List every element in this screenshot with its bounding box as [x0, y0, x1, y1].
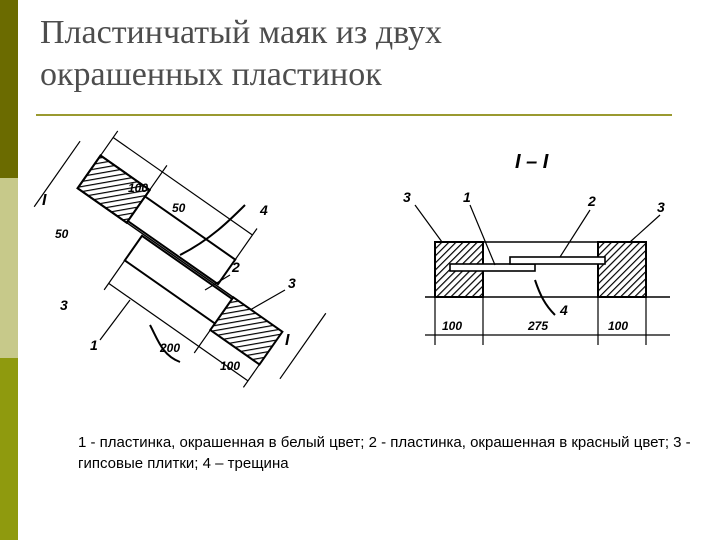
section-callout-3-left: 3 — [403, 189, 411, 205]
plan-dim-100-top: 100 — [128, 181, 149, 195]
plan-dim-100-bottom: 100 — [220, 359, 241, 373]
figure-caption: 1 - пластинка, окрашенная в белый цвет; 2 - пластинка, окрашенная в красный цвет; 3 - гипсовые плитки; 4 – трещина — [78, 434, 691, 472]
plan-section-label-bottom: I — [285, 332, 290, 349]
title-line-1: Пластинчатый маяк из двух — [40, 14, 443, 51]
plan-leader-1 — [100, 300, 130, 340]
plan-dim-50-a: 50 — [172, 201, 186, 215]
plan-callout-1: 1 — [90, 337, 98, 353]
section-leader-3-right — [630, 215, 660, 242]
section-callout-4: 4 — [560, 302, 568, 318]
plan-dim-50-b: 50 — [55, 227, 69, 241]
sidebar-block-light — [0, 178, 18, 358]
title-line-2: окрашенных пластинок — [40, 56, 382, 93]
plan-callout-3b: 3 — [288, 275, 296, 291]
section-view — [403, 151, 670, 345]
plan-view — [30, 130, 343, 402]
section-callout-1: 1 — [463, 189, 471, 205]
beacon-diagram — [30, 130, 700, 420]
sidebar-block-dark — [0, 0, 18, 178]
section-callout-2: 2 — [588, 193, 596, 209]
plan-callout-4: 4 — [260, 202, 268, 218]
title-underline — [36, 114, 672, 116]
sidebar-accent — [0, 0, 18, 540]
plan-ext-line-3 — [235, 228, 257, 259]
slide-title — [40, 12, 680, 96]
plan-leader-3 — [250, 290, 285, 310]
plan-ext-line-1 — [101, 131, 118, 156]
section-tile-right — [598, 242, 646, 297]
section-plate-white — [450, 264, 535, 271]
plan-section-label-top: I — [42, 192, 47, 209]
plan-ext-line-6 — [243, 364, 259, 387]
section-dim-100-left: 100 — [442, 319, 463, 333]
section-heading: I – I — [515, 151, 549, 173]
plan-assembly — [30, 130, 343, 402]
plan-ext-line-4 — [104, 260, 125, 289]
plan-callout-3a: 3 — [60, 297, 68, 313]
section-dim-275: 275 — [528, 319, 549, 333]
section-plate-red — [510, 257, 605, 264]
section-callout-3-right: 3 — [657, 199, 665, 215]
section-dim-100-right: 100 — [608, 319, 629, 333]
section-leader-3-left — [415, 205, 442, 242]
sidebar-block-mid — [0, 358, 18, 540]
plan-callout-2: 2 — [232, 259, 240, 275]
section-leader-2 — [560, 210, 590, 257]
plan-dim-200: 200 — [160, 341, 181, 355]
